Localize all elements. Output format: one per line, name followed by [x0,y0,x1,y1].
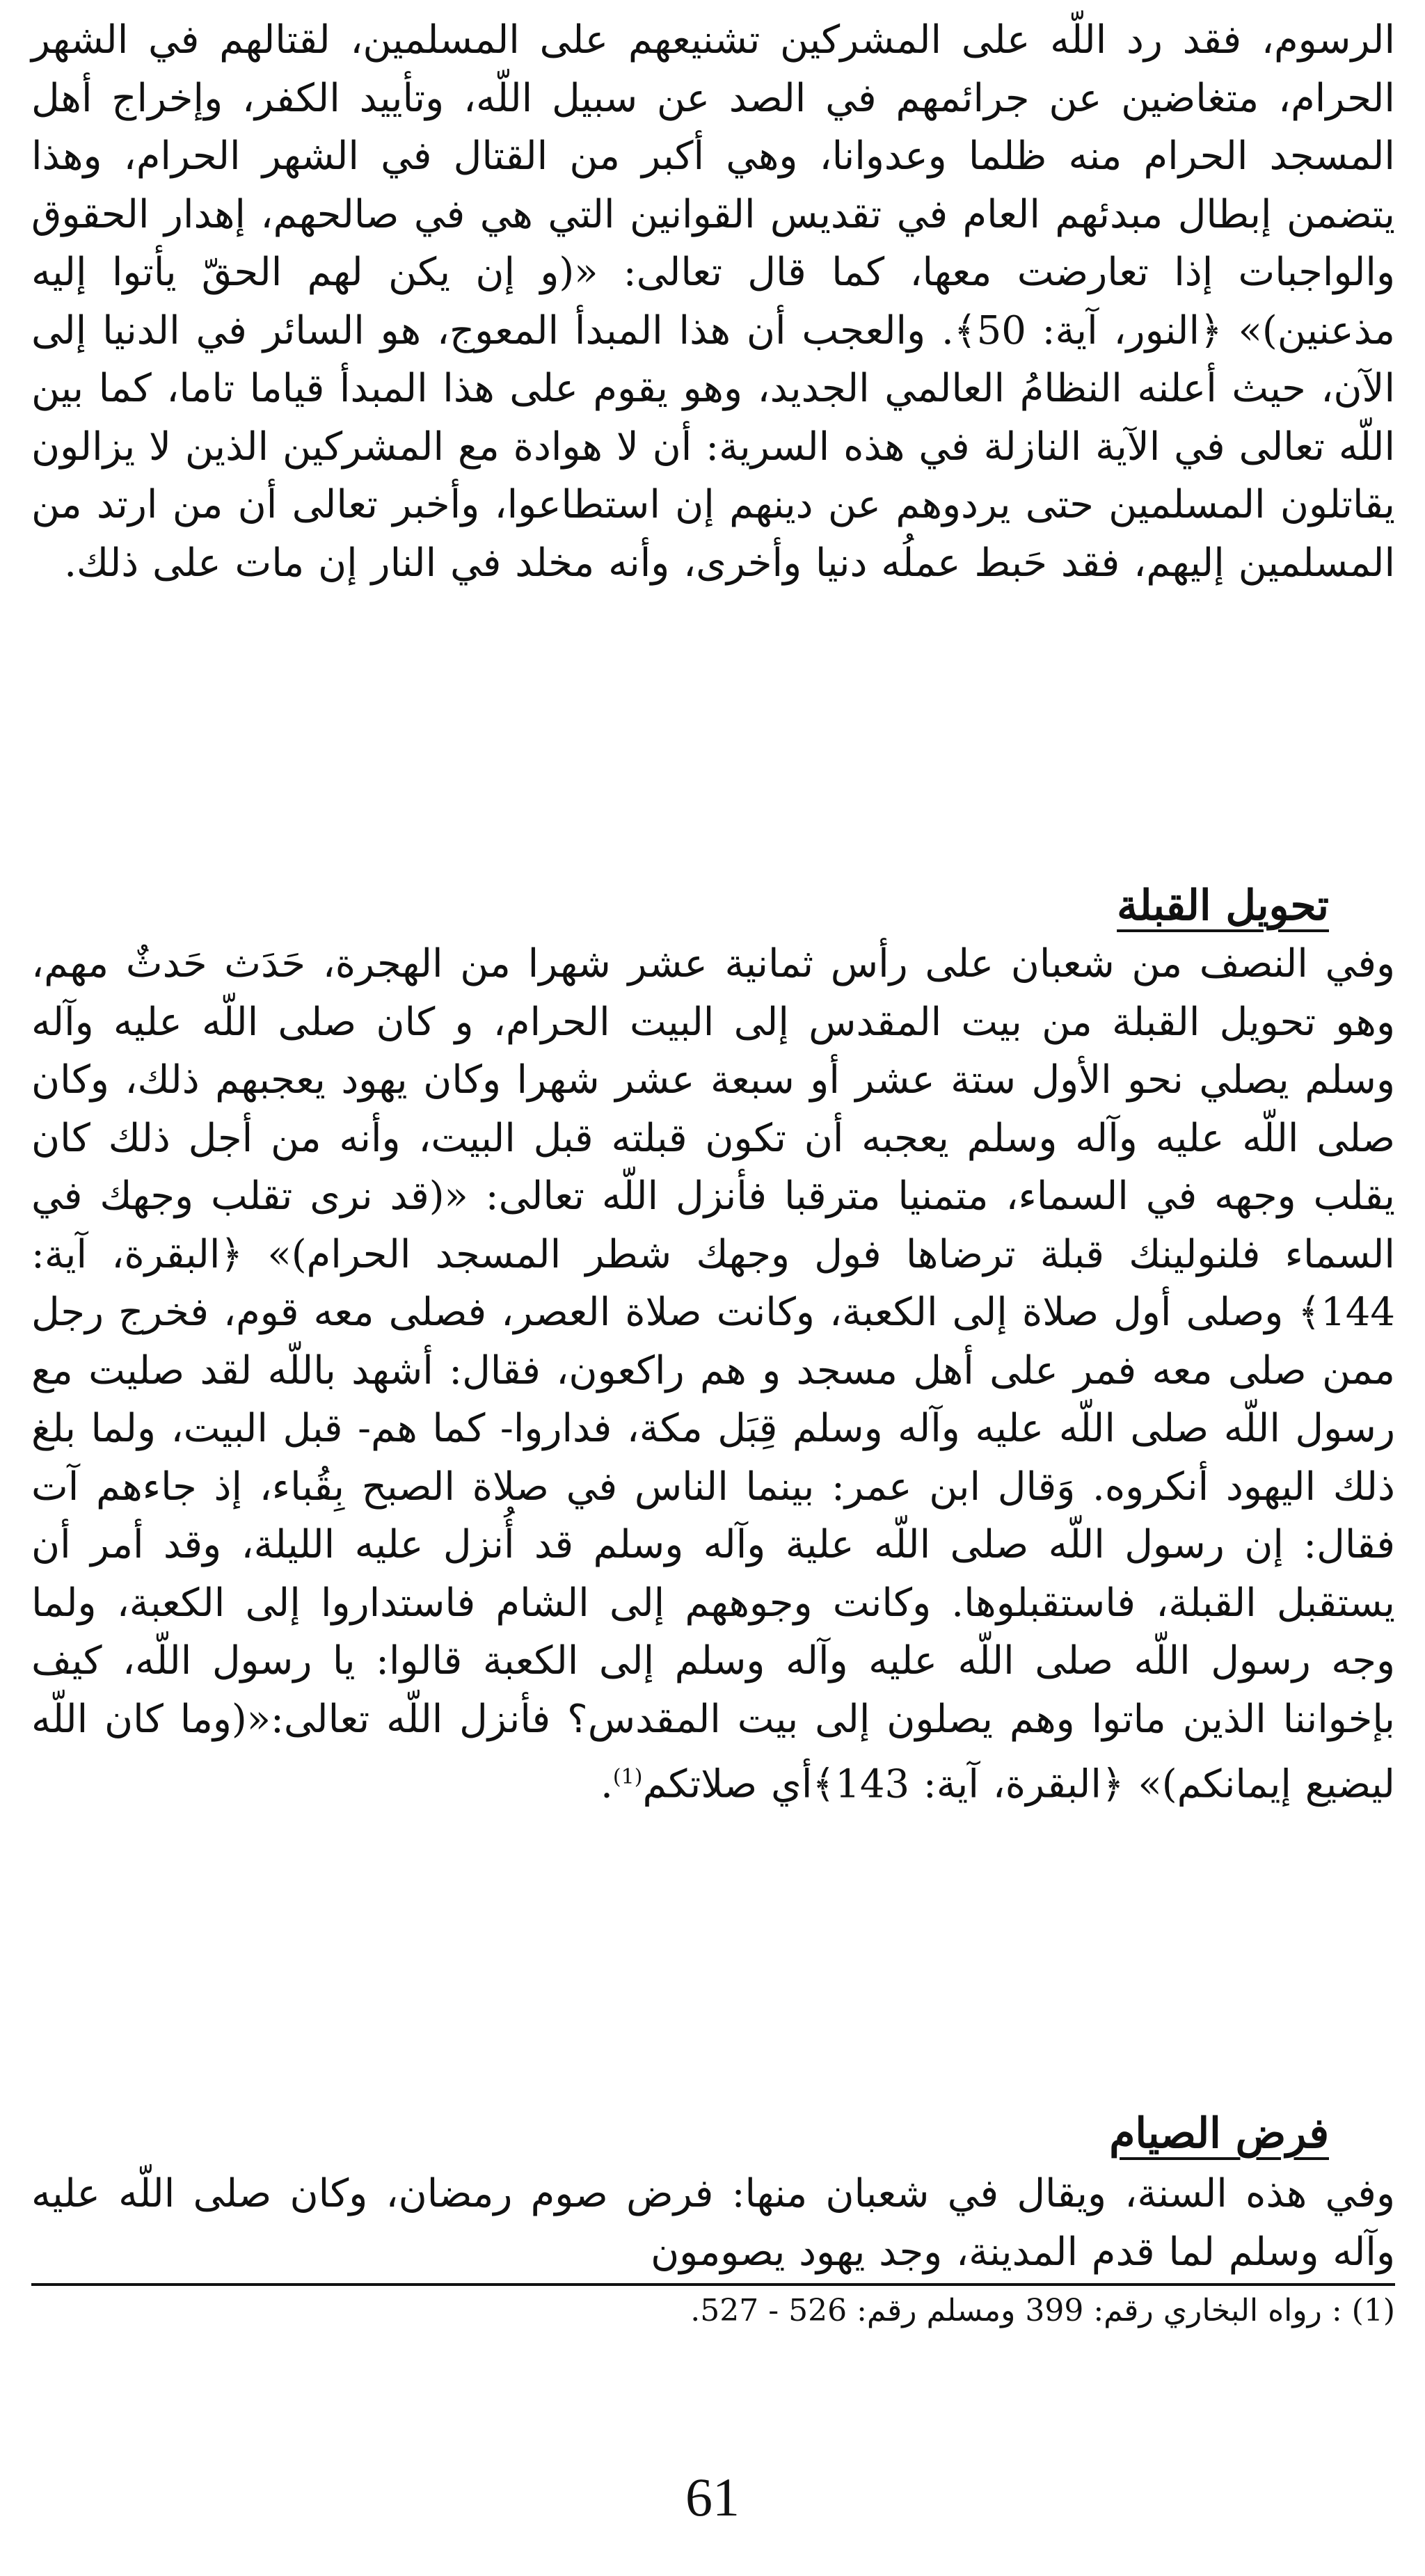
section-heading-fasting: فرض الصيام [1109,2109,1329,2158]
footnote-divider [31,2283,1395,2286]
body-paragraph-fasting: وفي هذه السنة، ويقال في شعبان منها: فرض صوم رمضان، وكان صلى اللّه عليه وآله وسلم لما قدم المدينة، وجد يهود يصومون [31,2171,1395,2275]
book-page [31,0,1395,2576]
page-number: 61 [685,2467,740,2527]
section-heading-qibla: تحويل القبلة [1117,881,1329,930]
footnote: (1) : رواه البخاري رقم: 399 ومسلم رقم: 526 - 527. [690,2293,1395,2328]
body-paragraph-qibla [31,935,1395,1814]
qibla-text: وفي النصف من شعبان على رأس ثمانية عشر شهرا من الهجرة، حَدَث حَدثٌ مهم، وهو تحويل القبلة من بيت المقدس إلى البيت الحرام، و كان صلى اللّه عليه وآله وسلم يصلي نحو الأول ستة عشر أو سبعة عشر شهرا وكان يهود يعجبهم ذلك، وكان صلى اللّه عليه وآله وسلم يعجبه أن تكون قبلته قبل البيت، وأنه من أجل ذلك كان يقلب وجهه في السماء، متمنيا مترقبا فأنزل اللّه تعالى: «(قد نرى تقلب وجهك في السماء فلنولينك قبلة ترضاها فول وجهك شطر المسجد الحرام)» ﴿البقرة، آية: 144﴾ وصلى أول صلاة إلى الكعبة، وكانت صلاة العصر، فصلى معه قوم، فخرج رجل ممن صلى معه فمر على أهل مسجد و هم راكعون، فقال: أشهد باللّه لقد صليت مع رسول اللّه صلى اللّه عليه وآله وسلم قِبَل مكة، فداروا- كما هم- قبل البيت، ولما بلغ ذلك اليهود أنكروه. وَقال ابن عمر: بينما الناس في صلاة الصبح بِقُباء، إذ جاءهم آت فقال: إن رسول اللّه صلى اللّه علية وآله وسلم قد أُنزل عليه الليلة، وقد أمر أن يستقبل القبلة، فاستقبلوها. وكانت وجوههم إلى الشام فاستداروا إلى الكعبة، ولما وجه رسول اللّه صلى اللّه عليه وآله وسلم إلى الكعبة قالوا: يا رسول اللّه، كيف بإخواننا الذين ماتوا وهم يصلون إلى بيت المقدس؟ فأنزل اللّه تعالى:«(وما كان اللّه ليضيع إيمانكم)» ﴿البقرة، آية: 143﴾أي صلاتكم [31,941,1395,1807]
footnote-marker: (1) [612,1765,643,1789]
body-paragraph-1: الرسوم، فقد رد اللّه على المشركين تشنيعهم على المسلمين، لقتالهم في الشهر الحرام، متغاضين عن جرائمهم في الصد عن سبيل اللّه، وتأييد الكفر، وإخراج أهل المسجد الحرام منه ظلما وعدوانا، وهي أكبر من القتال في الشهر الحرام، وهذا يتضمن إبطال مبدئهم العام في تقديس القوانين التي هي في صالحهم، إهدار الحقوق والواجبات إذا تعارضت معها، كما قال تعالى: «(و إن يكن لهم الحقّ يأتوا إليه مذعنين)» ﴿النور، آية: 50﴾. والعجب أن هذا المبدأ المعوج، هو السائر في الدنيا إلى الآن، حيث أعلنه النظامُ العالمي الجديد، وهو يقوم على هذا المبدأ قياما تاما، كما بين اللّه تعالى في الآية النازلة في هذه السرية: أن لا هوادة مع المشركين الذين لا يزالون يقاتلون المسلمين حتى يردوهم عن دينهم إن استطاعوا، وأخبر تعالى أن من ارتد من المسلمين إليهم، فقد حَبط عملُه دنيا وأخرى، وأنه مخلد في النار إن مات على ذلك. [31,17,1396,586]
qibla-end-punct: . [600,1761,613,1807]
